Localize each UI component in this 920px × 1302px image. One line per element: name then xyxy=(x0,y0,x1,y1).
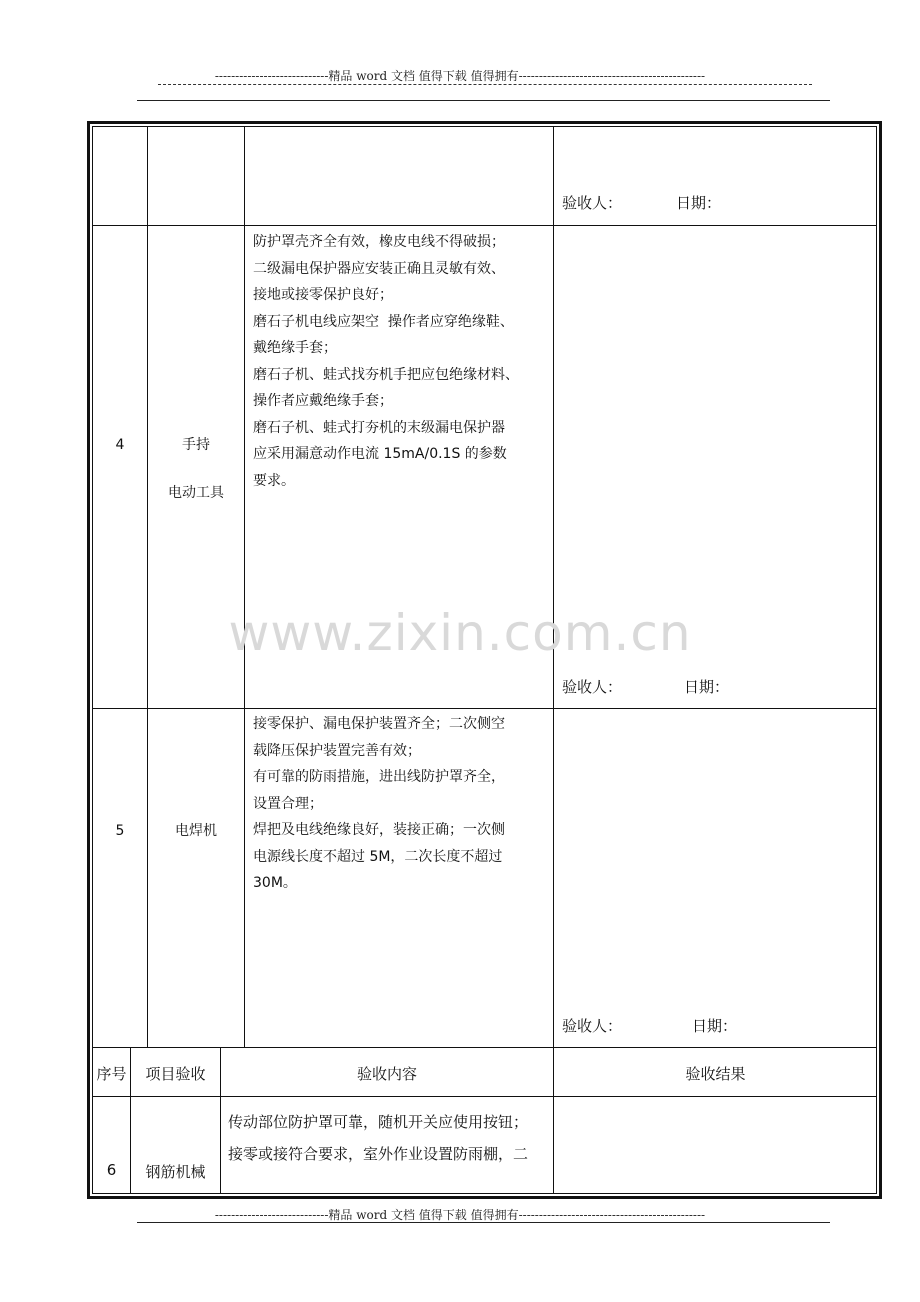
row5-number: 5 xyxy=(115,823,125,839)
row1-date-label: 日期： xyxy=(676,194,722,212)
footer-rule xyxy=(137,1222,830,1223)
header-col-item: 项目验收 xyxy=(145,1065,206,1083)
row6-item: 钢筋机械 xyxy=(145,1163,206,1181)
row5-content: 接零保护、漏电保护装置齐全；二次侧空 载降压保护装置完善有效； 有可靠的防雨措施，进出线防护罩齐全， 设置合理； 焊把及电线绝缘良好，装接正确；一次侧 电源线长度不超过 5M，二次长度不超过 30M。 xyxy=(253,716,505,891)
row-divider-1 xyxy=(93,225,877,226)
row-divider-3 xyxy=(93,1047,877,1048)
row4-date-label: 日期： xyxy=(684,678,730,696)
row-divider-2 xyxy=(93,708,877,709)
header-dashed-line xyxy=(158,84,812,93)
header-col-result: 验收结果 xyxy=(685,1065,746,1083)
row-divider-4 xyxy=(93,1096,877,1097)
row4-signer-label: 验收人： xyxy=(562,678,623,696)
row4-number: 4 xyxy=(115,437,125,453)
row1-signer-label: 验收人： xyxy=(562,194,623,212)
row5-signer-label: 验收人： xyxy=(562,1017,623,1035)
row5-date-label: 日期： xyxy=(692,1017,738,1035)
header-col-number: 序号 xyxy=(96,1065,127,1083)
page-footer-banner: ----------------------------精品 word 文档 值得下载 值得拥有---------------------------------------------- xyxy=(214,1208,706,1222)
row4-item-line2: 电动工具 xyxy=(168,485,224,501)
row6-number: 6 xyxy=(106,1161,117,1179)
col-divider-1 xyxy=(147,127,148,1047)
header-col-content: 验收内容 xyxy=(356,1065,417,1083)
watermark: www.zixin.com.cn xyxy=(228,604,692,662)
row4-content: 防护罩壳齐全有效，橡皮电线不得破损； 二级漏电保护器应安装正确且灵敏有效、 接地或接零保护良好； 磨石子机电线应架空 操作者应穿绝缘鞋、 戴绝缘手套； 磨石子机、蛙式找夯机手把应包绝缘材料、 操作者应戴绝缘手套； 磨石子机、蛙式打夯机的末级漏电保护器 应采用漏意动作电流 15mA/0.1S 的参数 要求。 xyxy=(253,234,519,489)
header-rule xyxy=(137,100,830,101)
page-header-banner: ----------------------------精品 word 文档 值得下载 值得拥有---------------------------------------------- xyxy=(214,69,706,83)
row5-item: 电焊机 xyxy=(175,823,217,839)
col-divider-2 xyxy=(244,127,245,1047)
row4-item-line1: 手持 xyxy=(182,437,210,453)
row6-content: 传动部位防护罩可靠，随机开关应使用按钮； 接零或接符合要求，室外作业设置防雨棚，二 xyxy=(228,1113,529,1163)
